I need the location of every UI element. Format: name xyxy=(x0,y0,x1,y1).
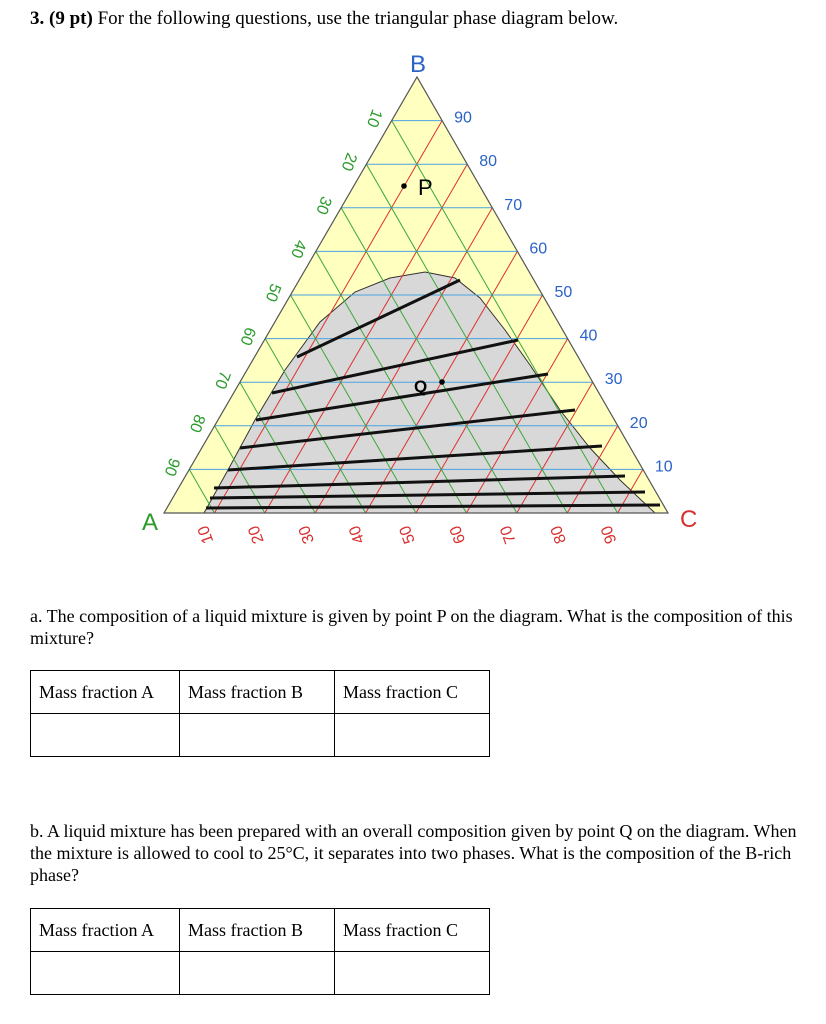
part-b-table xyxy=(30,908,490,995)
table-answer-row xyxy=(31,952,490,995)
part-a-text: a. The composition of a liquid mixture is given by point P on the diagram. What is the composition of this mixture? xyxy=(30,606,793,648)
right-tick-label: 70 xyxy=(504,196,523,214)
question-number: 3. xyxy=(30,8,45,29)
header-mass-fraction-a: Mass fraction A xyxy=(31,909,180,952)
question-points: (9 pt) xyxy=(49,8,93,29)
right-tick-label: 10 xyxy=(654,458,673,476)
header-mass-fraction-a: Mass fraction A xyxy=(31,671,180,714)
left-tick-label: 40 xyxy=(286,237,310,261)
table-header-row xyxy=(31,909,490,952)
vertex-label-a: A xyxy=(142,509,159,536)
table-header-row xyxy=(31,671,490,714)
ternary-phase-diagram xyxy=(0,40,826,560)
bottom-tick-label: 40 xyxy=(346,523,369,546)
left-tick-label: 90 xyxy=(160,455,183,479)
right-tick-label: 30 xyxy=(604,371,623,389)
bottom-tick-label: 20 xyxy=(245,523,268,546)
point-p-label: P xyxy=(418,175,433,200)
header-mass-fraction-c: Mass fraction C xyxy=(335,671,490,714)
bottom-tick-label: 60 xyxy=(447,523,470,546)
answer-cell-c[interactable] xyxy=(335,714,490,757)
point-q-label: Q xyxy=(414,377,428,396)
answer-cell-b[interactable] xyxy=(180,952,335,995)
left-tick-label: 60 xyxy=(236,324,259,348)
right-tick-label: 80 xyxy=(479,153,497,171)
part-a-table xyxy=(30,670,490,757)
answer-cell-a[interactable] xyxy=(31,714,180,757)
left-tick-label: 30 xyxy=(312,194,335,217)
left-tick-label: 50 xyxy=(261,281,284,304)
right-tick-label: 90 xyxy=(454,109,472,127)
right-tick-label: 20 xyxy=(629,414,648,432)
bottom-tick-label: 30 xyxy=(295,523,319,546)
answer-cell-a[interactable] xyxy=(31,952,180,995)
bottom-tick-label: 90 xyxy=(598,523,621,546)
bottom-tick-label: 70 xyxy=(497,523,520,546)
left-tick-label: 80 xyxy=(185,412,208,435)
point-q-marker xyxy=(439,379,445,385)
question-prompt: For the following questions, use the triangular phase diagram below. xyxy=(97,8,619,29)
question-title xyxy=(30,8,618,30)
left-tick-label: 20 xyxy=(337,150,360,174)
right-tick-label: 50 xyxy=(554,284,573,301)
bottom-tick-label: 80 xyxy=(547,523,571,546)
part-b-text: b. A liquid mixture has been prepared with an overall composition given by point Q on the diagram. When the mixture is allowed to cool to 25°C, it separates into two phases. What is the composition of the B-rich phase? xyxy=(30,821,797,885)
bottom-tick-label: 50 xyxy=(396,523,419,546)
header-mass-fraction-b: Mass fraction B xyxy=(180,671,335,714)
header-mass-fraction-c: Mass fraction C xyxy=(335,909,490,952)
left-tick-label: 70 xyxy=(211,368,234,392)
answer-cell-b[interactable] xyxy=(180,714,335,757)
right-tick-label: 60 xyxy=(529,240,548,258)
bottom-tick-label: 10 xyxy=(195,523,218,546)
point-p-marker xyxy=(401,183,407,189)
table-answer-row xyxy=(31,714,490,757)
left-tick-label: 10 xyxy=(362,106,385,130)
vertex-label-b: B xyxy=(410,51,427,78)
header-mass-fraction-b: Mass fraction B xyxy=(180,909,335,952)
vertex-label-c: C xyxy=(680,506,698,533)
right-tick-label: 40 xyxy=(579,327,598,345)
answer-cell-c[interactable] xyxy=(335,952,490,995)
